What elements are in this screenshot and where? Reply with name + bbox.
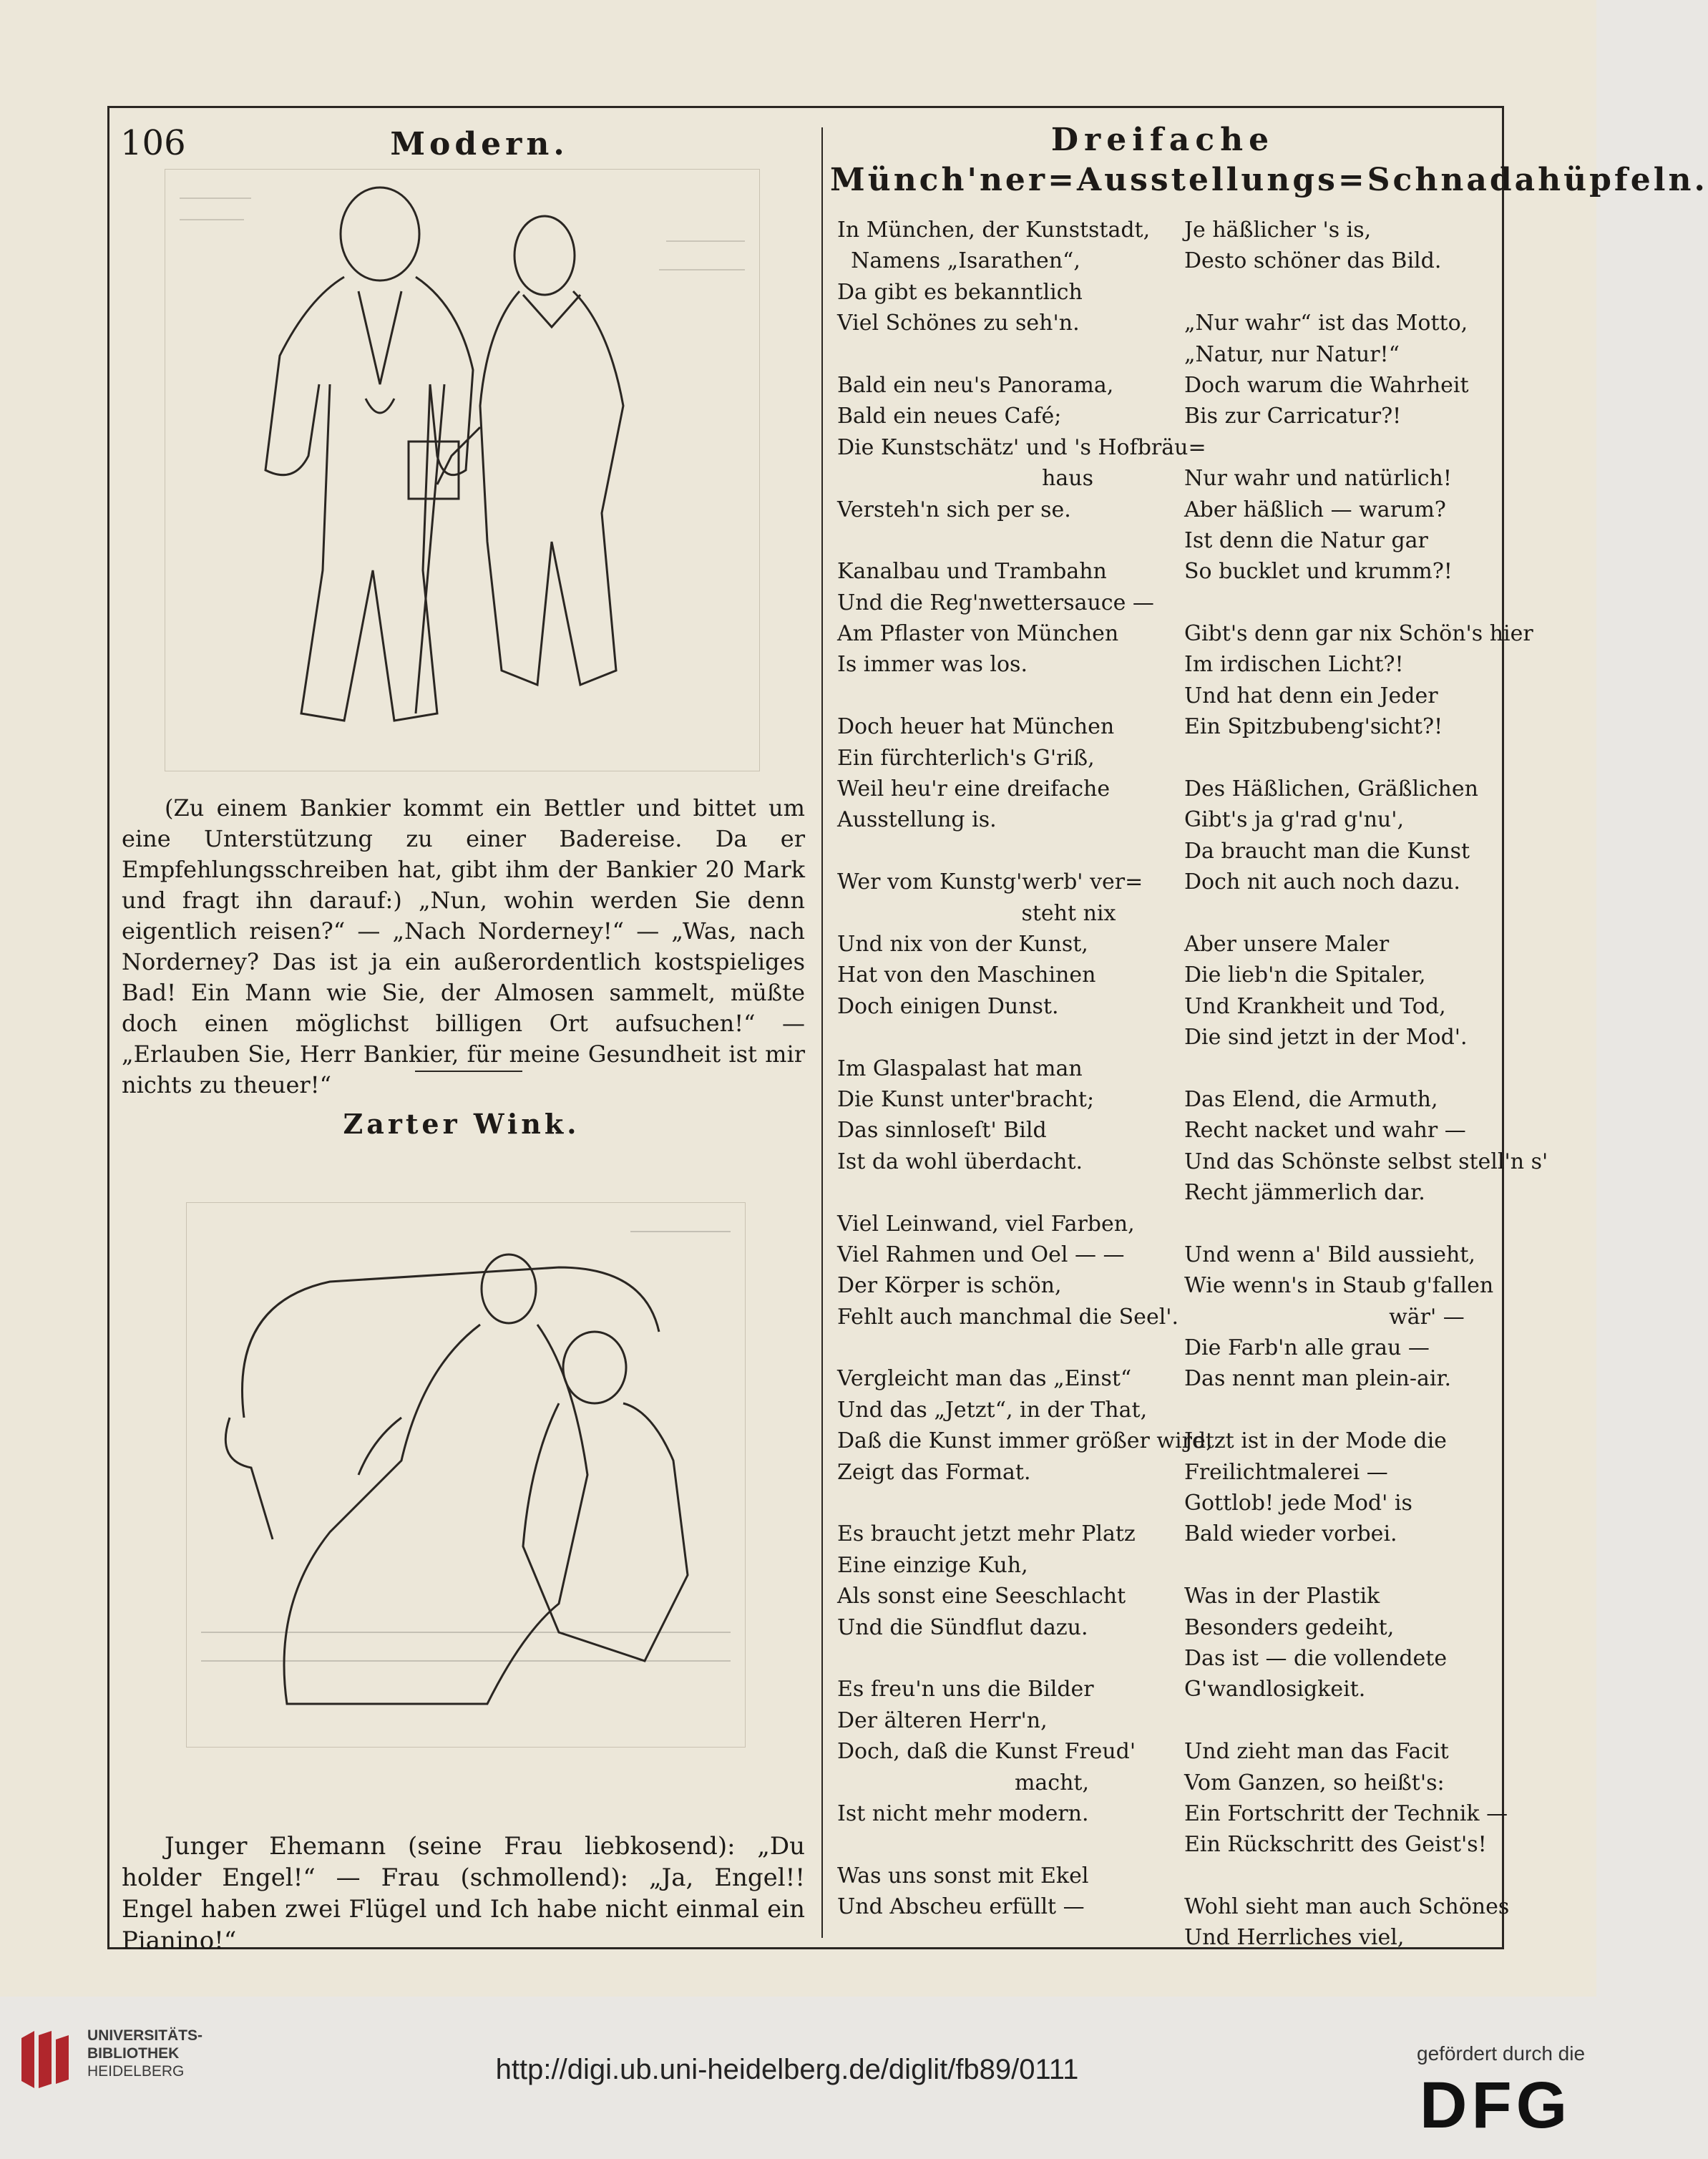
poem-line: Und das „Jetzt“, in der That, (837, 1397, 1148, 1423)
poem-line: Je häßlicher 's is, (1184, 218, 1372, 243)
poem-line: Viel Rahmen und Oel — — (837, 1242, 1125, 1267)
page-number: 106 (120, 123, 186, 163)
couple-drawing (187, 1203, 745, 1747)
poem-line (837, 1829, 1156, 1860)
poem-line: Die sind jetzt in der Mod'. (1184, 1025, 1468, 1051)
poem-line (1184, 588, 1499, 618)
library-line2: BIBLIOTHEK (87, 2045, 180, 2062)
poem-line (837, 525, 1156, 556)
poem-line: Hat von den Maschinen (837, 962, 1096, 988)
poem-line (1184, 1861, 1499, 1891)
poem-line: Des Häßlichen, Gräßlichen (1184, 776, 1478, 802)
poem-line: Doch einigen Dunst. (837, 993, 1059, 1019)
poem-line: Und die Reg'nwettersauce — (837, 590, 1154, 615)
poem-line: Nur wahr und natürlich! (1184, 466, 1452, 492)
library-name (87, 2027, 202, 2080)
document-url-link[interactable]: http://digi.ub.uni-heidelberg.de/diglit/fb89/0111 (495, 2054, 1079, 2085)
poem-line: macht, (837, 1770, 1089, 1795)
poem-line: Im Glaspalast hat man (837, 1056, 1083, 1081)
poem-line: Ein Fortschritt der Technik — (1184, 1800, 1508, 1826)
poem-line: Desto schöner das Bild. (1184, 248, 1442, 274)
poem-line (1184, 1395, 1499, 1425)
poem-line: Doch warum die Wahrheit (1184, 372, 1469, 398)
poem-line: Doch nit auch noch dazu. (1184, 869, 1460, 895)
poem-line: Is immer was los. (837, 652, 1028, 678)
poem-line (837, 1177, 1156, 1208)
anecdote-paragraph: (Zu einem Bankier kommt ein Bettler und bittet um eine Unterstützung zu einer Badereise. Da er Empfehlungsschreiben hat, gibt ihm der Bankier 20 Mark und fragt ihn darauf:) „Nun, wohin werden Sie denn eigentlich reisen?“ — „Nach Norderney!“ — „Was, nach Norderney? Das ist ja ein außerordentlich kostspieliges Bad! Ein Mann wie Sie, der Almosen sammelt, müßte doch einen möglichst billigen Ort aufsuchen!“ — „Erlauben Sie, Herr Bankier, für meine Gesundheit ist mir nichts zu theuer!“ (122, 794, 805, 1098)
poem-line (837, 339, 1156, 370)
poem-line: steht nix (837, 900, 1116, 926)
poem-line: Gibt's ja g'rad g'nu', (1184, 807, 1405, 833)
left-article-title: Modern. (390, 126, 569, 162)
poem-line: Der Körper is schön, (837, 1273, 1062, 1299)
poem-line: Versteh'n sich per se. (837, 497, 1071, 522)
poem-line: Was in der Plastik (1184, 1584, 1380, 1609)
poem-column-right (1184, 215, 1548, 1954)
poem-line: Und Krankheit und Tod, (1184, 993, 1446, 1019)
poem-line: Das nennt man plein-air. (1184, 1366, 1452, 1392)
poem-line: Doch, daß die Kunst Freud' (837, 1739, 1136, 1765)
poem-line: Eine einzige Kuh, (837, 1552, 1028, 1578)
poem-line: Gibt's denn gar nix Schön's hier (1184, 621, 1533, 647)
poem-line (837, 681, 1156, 711)
poem-line: Recht jämmerlich dar. (1184, 1180, 1425, 1206)
library-logo[interactable] (21, 2022, 215, 2137)
poem-line: Vom Ganzen, so heißt's: (1184, 1770, 1445, 1795)
poem-line (837, 1488, 1156, 1519)
poem-line: Die lieb'n die Spitaler, (1184, 962, 1426, 988)
poem-line: Freilichtmalerei — (1184, 1459, 1388, 1485)
poem-line: Kanalbau und Trambahn (837, 559, 1107, 585)
poem-line: Die Kunst unter'bracht; (837, 1086, 1095, 1112)
poem-line: Bald ein neues Café; (837, 404, 1062, 429)
poem-line: Die Farb'n alle grau — (1184, 1335, 1430, 1361)
poem-line: wär' — (1184, 1304, 1465, 1330)
poem-line: So bucklet und krumm?! (1184, 559, 1453, 585)
poem-line: Wer vom Kunstg'werb' ver= (837, 869, 1143, 895)
poem-line (1184, 432, 1499, 463)
poem-line: Da gibt es bekanntlich (837, 279, 1083, 305)
poem-line: Doch heuer hat München (837, 714, 1115, 740)
poem-line: Die Kunstschätz' und 's Hofbräu= (837, 434, 1206, 460)
right-article-title-line1: Dreifache (1050, 122, 1275, 158)
poem-line: Und Herrliches viel, (1184, 1925, 1405, 1951)
poem-line: Als sonst eine Seeschlacht (837, 1584, 1126, 1609)
poem-line (1184, 1209, 1499, 1239)
poem-line: Ist da wohl überdacht. (837, 1149, 1083, 1174)
illustration-banker-and-beggar (165, 169, 760, 771)
poem-line: Das Elend, die Armuth, (1184, 1086, 1438, 1112)
poem-line: Im irdischen Licht?! (1184, 652, 1404, 678)
caption-paragraph: Junger Ehemann (seine Frau liebkosend): „Du holder Engel!“ — Frau (schmollend): „Ja, Engel!! Engel haben zwei Flügel und Ich habe nicht einmal ein Pianino!“ (122, 1832, 805, 1955)
poem-line (1184, 1705, 1499, 1736)
poem-line: Es freu'n uns die Bilder (837, 1677, 1094, 1702)
poem-line: Am Pflaster von München (837, 621, 1119, 647)
poem-line (837, 1643, 1156, 1674)
cartoon-caption (122, 1831, 805, 1956)
poem-line: „Nur wahr“ ist das Motto, (1184, 311, 1468, 336)
poem-line: Weil heu'r eine dreifache (837, 776, 1111, 802)
poem-line: Besonders gedeiht, (1184, 1614, 1395, 1640)
poem-line (1184, 743, 1499, 774)
library-logo-icon (21, 2031, 73, 2088)
poem-column-left (837, 215, 1213, 1922)
poem-line: Und zieht man das Facit (1184, 1739, 1449, 1765)
poem-line: Aber häßlich — warum? (1184, 497, 1446, 522)
poem-line: In München, der Kunststadt, (837, 218, 1151, 243)
poem-line: Vergleicht man das „Einst“ (837, 1366, 1132, 1392)
poem-line: Ausstellung is. (837, 807, 997, 833)
poem-line (837, 1332, 1156, 1363)
poem-line: Fehlt auch manchmal die Seel'. (837, 1304, 1179, 1330)
poem-line: Zeigt das Format. (837, 1459, 1031, 1485)
poem-line: Und das Schönste selbst stell'n s' (1184, 1149, 1548, 1174)
poem-line: haus (837, 466, 1094, 492)
poem-line: Ein Spitzbubeng'sicht?! (1184, 714, 1443, 740)
poem-line: Bald ein neu's Panorama, (837, 372, 1114, 398)
poem-line: Ist denn die Natur gar (1184, 527, 1428, 553)
poem-line (837, 1022, 1156, 1053)
poem-line: „Natur, nur Natur!“ (1184, 341, 1400, 367)
poem-line: Da braucht man die Kunst (1184, 838, 1470, 864)
poem-line: Ist nicht mehr modern. (837, 1800, 1089, 1826)
section-rule (415, 1071, 522, 1072)
poem-line: Wie wenn's in Staub g'fallen (1184, 1273, 1494, 1299)
second-article-title: Zarter Wink. (343, 1108, 580, 1140)
poem-line: Aber unsere Maler (1184, 931, 1390, 957)
poem-line: Jetzt ist in der Mode die (1184, 1428, 1447, 1454)
right-article-title-line2: Münch'ner=Ausstellungs=Schnadahüpfeln. (830, 162, 1708, 198)
poem-line: G'wandlosigkeit. (1184, 1677, 1366, 1702)
poem-line: Und die Sündflut dazu. (837, 1614, 1088, 1640)
poem-line: Namens „Isarathen“, (837, 248, 1080, 274)
illustration-couple-on-sofa (186, 1202, 746, 1748)
poem-line: Bis zur Carricatur?! (1184, 404, 1402, 429)
poem-line: Es braucht jetzt mehr Platz (837, 1521, 1136, 1547)
poem-line: Ein fürchterlich's G'riß, (837, 745, 1095, 771)
poem-line: Der älteren Herr'n, (837, 1707, 1048, 1733)
poem-line: Was uns sonst mit Ekel (837, 1863, 1089, 1888)
poem-line (1184, 1053, 1499, 1084)
poem-line: Recht nacket und wahr — (1184, 1118, 1466, 1144)
poem-line (1184, 277, 1499, 308)
dfg-logo[interactable]: DFG (1420, 2069, 1572, 2142)
library-line1: UNIVERSITÄTS- (87, 2027, 203, 2044)
banker-beggar-drawing (165, 170, 759, 771)
poem-line: Das ist — die vollendete (1184, 1645, 1448, 1671)
library-line3: HEIDELBERG (87, 2063, 185, 2080)
poem-line: Bald wieder vorbei. (1184, 1521, 1397, 1547)
poem-line (837, 836, 1156, 867)
poem-line: Und Abscheu erfüllt — (837, 1894, 1085, 1920)
poem-line: Das sinnloseſt' Bild (837, 1118, 1047, 1144)
poem-line: Ein Rückschritt des Geist's! (1184, 1832, 1487, 1858)
poem-line: Gottlob! jede Mod' is (1184, 1491, 1412, 1516)
column-divider (821, 127, 823, 1938)
poem-line (1184, 898, 1499, 929)
poem-line: Und wenn a' Bild aussieht, (1184, 1242, 1475, 1267)
poem-line: Viel Schönes zu seh'n. (837, 311, 1080, 336)
poem-line: Wohl sieht man auch Schönes (1184, 1894, 1510, 1920)
poem-line: Daß die Kunst immer größer wird, (837, 1428, 1213, 1454)
poem-line (1184, 1550, 1499, 1581)
poem-line: Viel Leinwand, viel Farben, (837, 1211, 1135, 1237)
poem-line: Und hat denn ein Jeder (1184, 683, 1438, 708)
poem-line: Und nix von der Kunst, (837, 931, 1088, 957)
anecdote-text (122, 793, 805, 1101)
sponsor-text: gefördert durch die (1417, 2042, 1586, 2065)
